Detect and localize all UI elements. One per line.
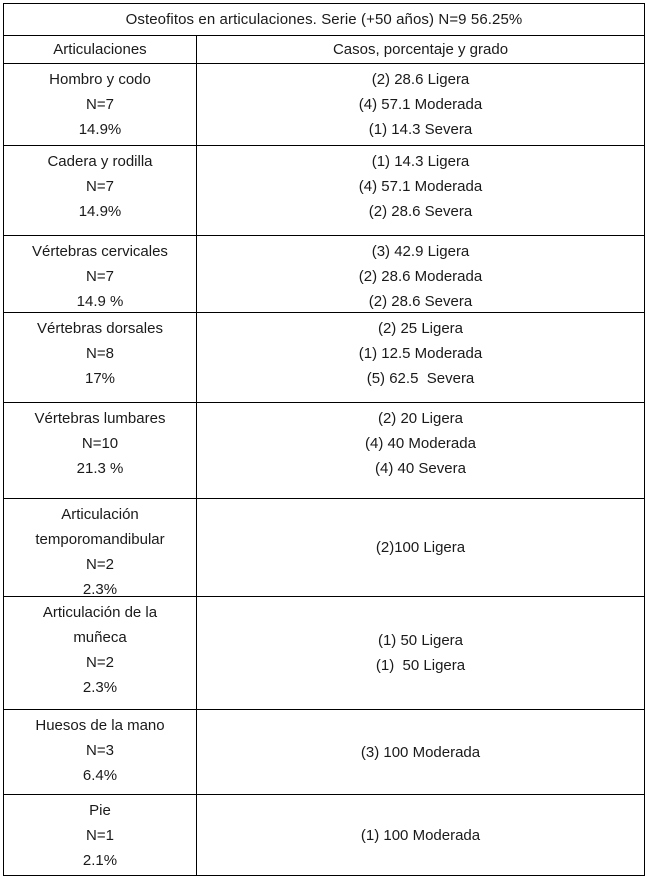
table-row — [4, 403, 644, 499]
table-row — [4, 710, 644, 795]
grade-line: (1) 100 Moderada — [360, 826, 481, 844]
joint-n: N=2 — [86, 654, 114, 671]
table-row — [4, 499, 644, 597]
joint-cell — [4, 597, 197, 709]
grades-cell — [197, 64, 644, 145]
grade-line: (2) 28.6 Severa — [368, 203, 473, 220]
joint-name: Pie — [89, 802, 111, 819]
joint-n: N=7 — [86, 268, 114, 285]
joint-name: Vértebras lumbares — [34, 410, 166, 427]
grade-line: (5) 62.5 Severa — [366, 370, 475, 387]
grade-line: (1) 12.5 Moderada — [358, 345, 483, 362]
table-row — [4, 146, 644, 236]
joint-name: Cadera y rodilla — [47, 153, 153, 170]
table-row — [4, 795, 644, 875]
grade-line: (1) 50 Ligera — [375, 657, 466, 674]
joint-cell — [4, 146, 197, 235]
joint-percent: 2.3% — [82, 581, 118, 598]
table-header-row — [4, 36, 644, 64]
grade-line: (2)100 Ligera — [375, 539, 466, 556]
joint-name-cont: muñeca — [73, 629, 127, 646]
grades-cell — [197, 236, 644, 312]
header-casos: Casos, porcentaje y grado — [332, 41, 509, 58]
joint-percent: 14.9% — [78, 203, 122, 220]
grade-line: (4) 57.1 Moderada — [358, 96, 483, 113]
joint-cell — [4, 64, 197, 145]
grade-line: (1) 50 Ligera — [377, 632, 464, 649]
joint-name: Vértebras dorsales — [37, 320, 163, 337]
grade-line: (2) 20 Ligera — [377, 410, 464, 427]
grade-line: (3) 100 Moderada — [360, 743, 481, 761]
grades-cell — [197, 403, 644, 498]
osteophyte-table — [3, 3, 645, 876]
joint-cell — [4, 313, 197, 402]
joint-cell — [4, 499, 197, 596]
joint-name: Hombro y codo — [49, 71, 151, 88]
grade-line: (2) 28.6 Moderada — [358, 268, 483, 285]
grades-cell — [197, 710, 644, 794]
grade-line: (2) 28.6 Ligera — [371, 71, 470, 88]
grades-cell — [197, 499, 644, 596]
joint-cell — [4, 795, 197, 875]
grades-cell — [197, 146, 644, 235]
joint-percent: 2.1% — [82, 852, 118, 869]
joint-name: Articulación de la — [42, 604, 158, 621]
joint-n: N=8 — [86, 345, 114, 362]
joint-percent: 6.4% — [82, 767, 118, 784]
grades-cell — [197, 795, 644, 875]
grade-line: (2) 28.6 Severa — [368, 293, 473, 310]
joint-cell — [4, 236, 197, 312]
grade-line: (4) 40 Moderada — [365, 435, 476, 452]
grade-line: (1) 14.3 Severa — [368, 121, 473, 138]
joint-percent: 21.3 % — [76, 460, 124, 477]
grade-line: (1) 14.3 Ligera — [371, 153, 470, 170]
joint-name: Vértebras cervicales — [32, 243, 168, 260]
joint-cell — [4, 403, 197, 498]
grade-line: (2) 25 Ligera — [377, 320, 464, 337]
joint-n: N=10 — [81, 435, 119, 452]
joint-name: Huesos de la mano — [35, 717, 165, 734]
grades-cell — [197, 597, 644, 709]
joint-n: N=7 — [86, 96, 114, 113]
grade-line: (4) 57.1 Moderada — [358, 178, 483, 195]
joint-n: N=7 — [86, 178, 114, 195]
table-title: Osteofitos en articulaciones. Serie (+50 años) N=9 56.25% — [4, 4, 644, 36]
joint-n: N=3 — [86, 742, 114, 759]
joint-n: N=1 — [86, 827, 114, 844]
joint-name-cont: temporomandibular — [35, 531, 165, 548]
table-row — [4, 236, 644, 313]
grade-line: (4) 40 Severa — [375, 460, 466, 477]
joint-percent: 17% — [84, 370, 116, 387]
joint-percent: 2.3% — [82, 679, 118, 696]
table-row — [4, 313, 644, 403]
joint-cell — [4, 710, 197, 794]
joint-percent: 14.9% — [78, 121, 122, 138]
grades-cell — [197, 313, 644, 402]
header-articulaciones: Articulaciones — [4, 36, 197, 63]
joint-percent: 14.9 % — [76, 293, 124, 310]
joint-name: Articulación — [61, 506, 139, 523]
joint-n: N=2 — [86, 556, 114, 573]
table-row — [4, 597, 644, 710]
grade-line: (3) 42.9 Ligera — [371, 243, 470, 260]
table-row — [4, 64, 644, 146]
